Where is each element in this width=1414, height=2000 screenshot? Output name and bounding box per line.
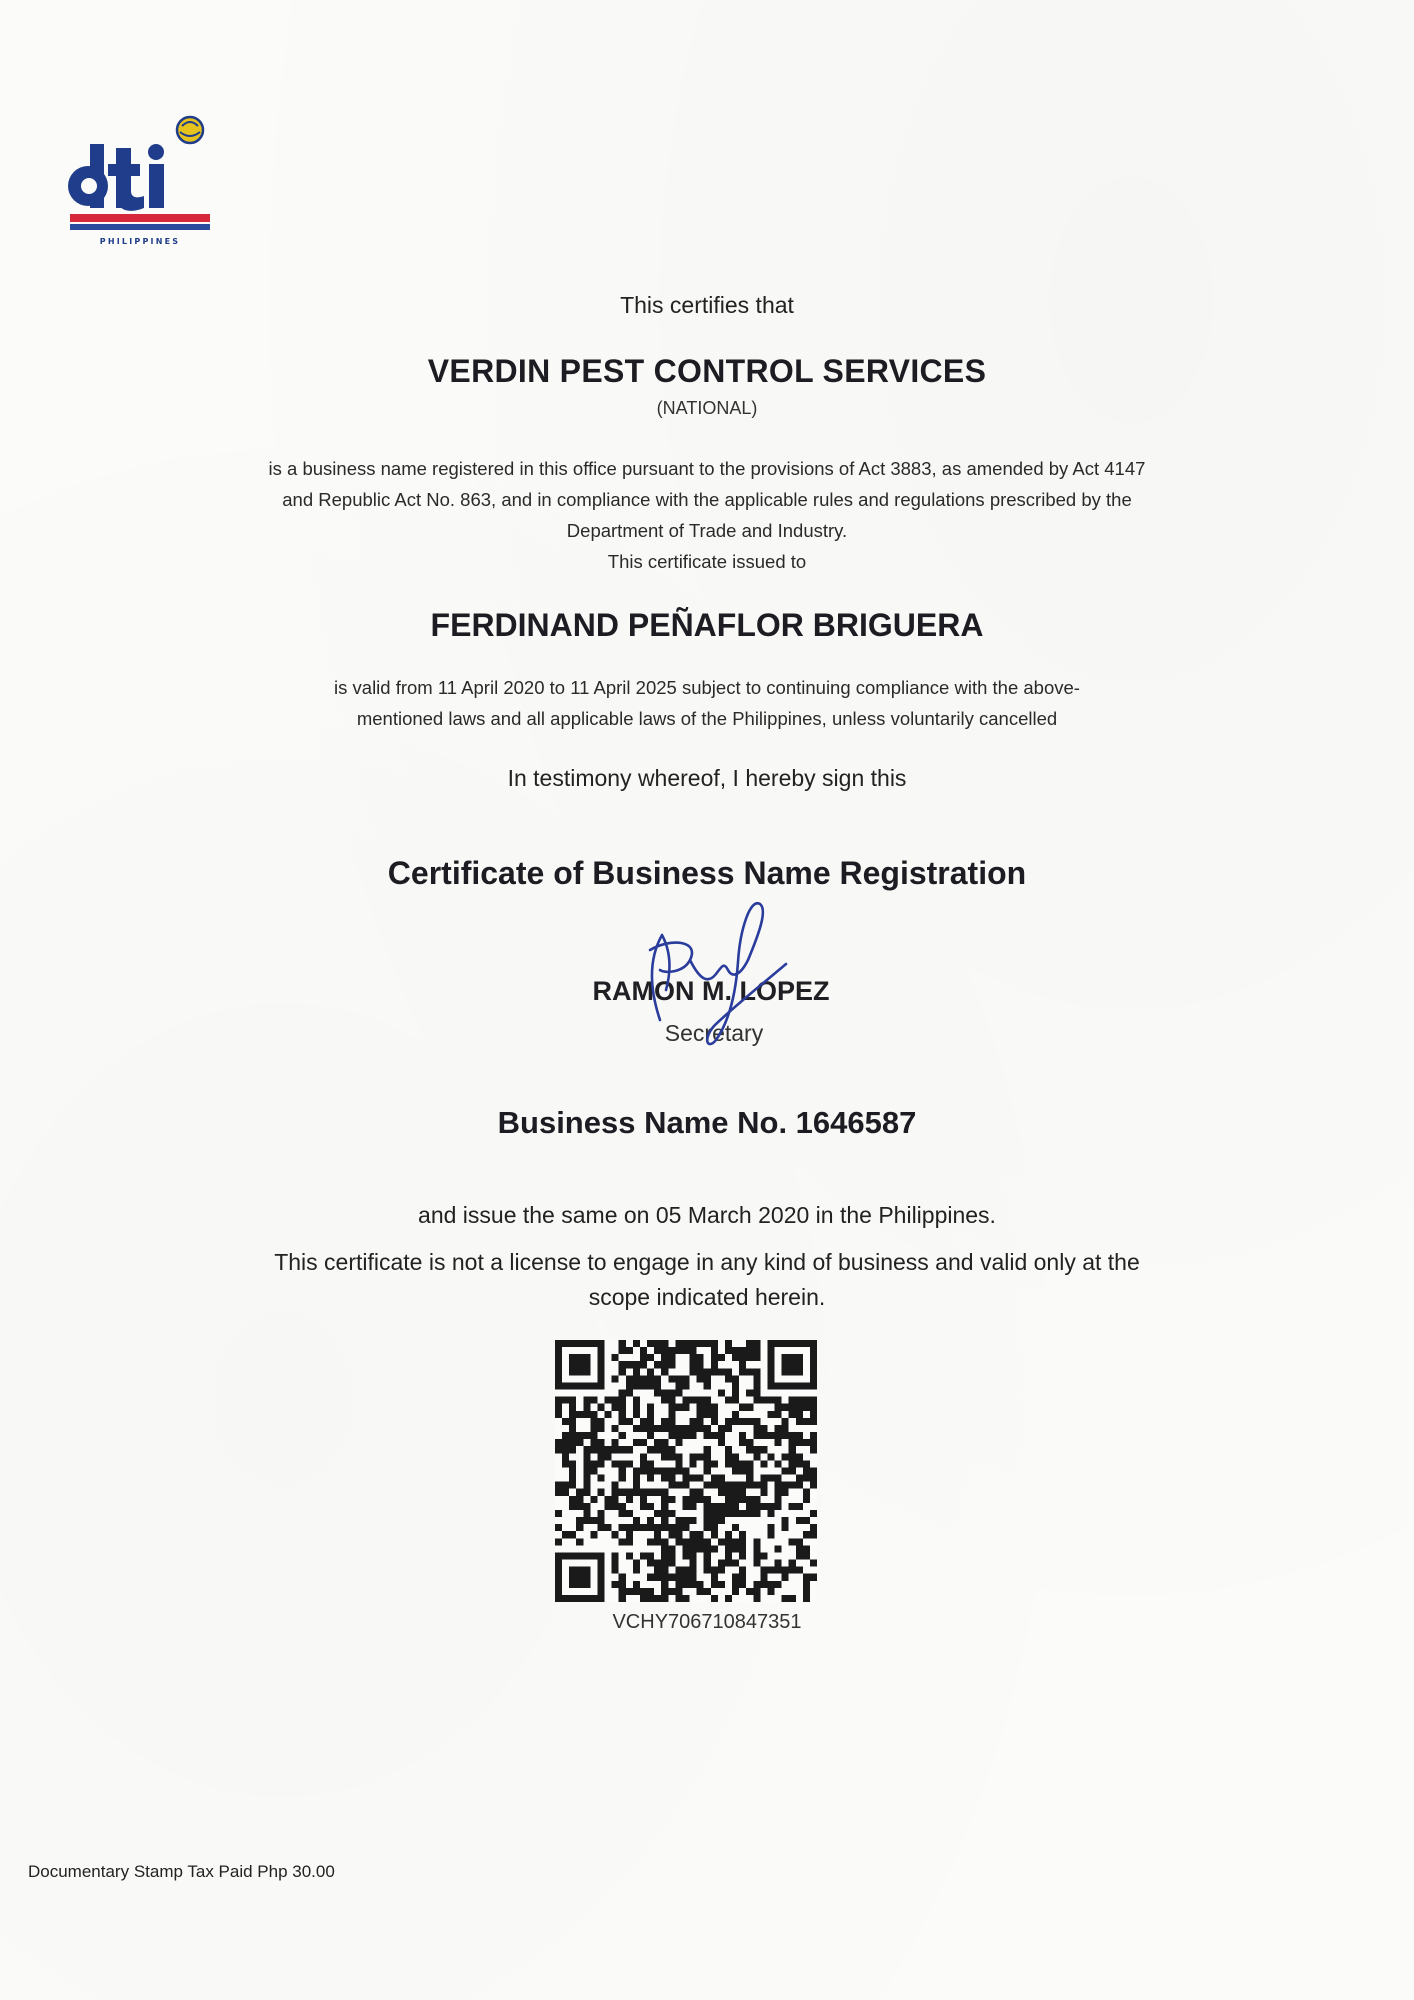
business-name-number: Business Name No. 1646587 bbox=[497, 1105, 917, 1140]
registration-line-2: and Republic Act No. 863, and in compliance with the applicable rules and regulations prescribed by the bbox=[282, 489, 1132, 510]
intro-text: This certifies that bbox=[620, 292, 794, 318]
dti-logo bbox=[66, 112, 214, 260]
business-scope: (NATIONAL) bbox=[656, 398, 758, 418]
validity-line-2: mentioned laws and all applicable laws of the Philippines, unless voluntarily cancelled bbox=[356, 708, 1058, 729]
svg-text:PHILIPPINES: PHILIPPINES bbox=[99, 237, 181, 246]
signature-icon bbox=[590, 890, 810, 1060]
testimony-text: In testimony whereof, I hereby sign this bbox=[507, 765, 907, 791]
disclaimer-line-2: scope indicated herein. bbox=[588, 1284, 826, 1310]
certificate-title: Certificate of Business Name Registration bbox=[387, 855, 1027, 891]
stamp-tax-note: Documentary Stamp Tax Paid Php 30.00 bbox=[28, 1862, 335, 1881]
registration-line-3: Department of Trade and Industry. bbox=[566, 520, 848, 541]
registration-paragraph bbox=[90, 453, 1324, 577]
business-name: VERDIN PEST CONTROL SERVICES bbox=[427, 353, 987, 389]
qr-code-icon bbox=[555, 1340, 817, 1602]
validity-line-1: is valid from 11 April 2020 to 11 April 2025 subject to continuing compliance with the above- bbox=[334, 677, 1080, 698]
registration-line-1: is a business name registered in this office pursuant to the provisions of Act 3883, as amended by Act 4147 bbox=[268, 458, 1146, 479]
signatory-title: Secretary bbox=[664, 1020, 764, 1046]
owner-name: FERDINAND PEÑAFLOR BRIGUERA bbox=[430, 607, 984, 643]
disclaimer-line-1: This certificate is not a license to engage in any kind of business and valid only at the bbox=[274, 1249, 1140, 1275]
issue-date-text: and issue the same on 05 March 2020 in the Philippines. bbox=[418, 1202, 996, 1228]
issued-to-label: This certificate issued to bbox=[607, 551, 807, 572]
validity-paragraph bbox=[150, 672, 1264, 734]
signatory-name: RAMON M. LOPEZ bbox=[592, 976, 830, 1006]
verification-code: VCHY706710847351 bbox=[612, 1611, 802, 1633]
disclaimer-text bbox=[130, 1245, 1284, 1315]
